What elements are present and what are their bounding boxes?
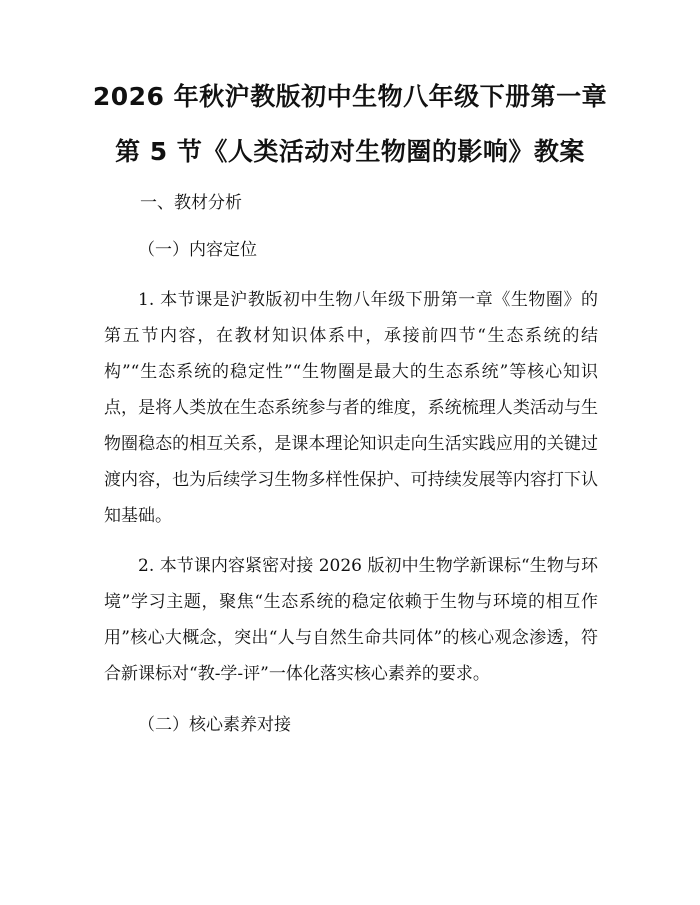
subsection-heading-core-literacy: （二）核心素养对接 xyxy=(138,715,291,735)
subsection-heading-content-positioning: （一）内容定位 xyxy=(138,240,257,260)
paragraph-1: 1. 本节课是沪教版初中生物八年级下册第一章《生物圈》的第五节内容，在教材知识体系中，承接前四节“生态系统的结构”“生态系统的稳定性”“生物圈是最大的生态系统”等核心知识点，是将人类放在生态系统参与者的维度，系统梳理人类活动与生物圈稳态的相互关系，是课本理论知识走向生活实践应用的关键过渡内容，也为后续学习生物多样性保护、可持续发展等内容打下认知基础。 xyxy=(104,290,598,526)
paragraph-2: 2. 本节课内容紧密对接 2026 版初中生物学新课标“生物与环境”学习主题，聚焦“生态系统的稳定依赖于生物与环境的相互作用”核心大概念，突出“人与自然生命共同体”的核心观念渗透，符合新课标对“教-学-评”一体化落实核心素养的要求。 xyxy=(104,556,598,684)
section-heading-teaching-material-analysis: 一、教材分析 xyxy=(140,193,242,213)
document-title xyxy=(0,82,700,167)
title-line-2: 第 5 节《人类活动对生物圈的影响》教案 xyxy=(115,137,585,166)
document-body xyxy=(104,188,598,757)
title-line-1: 2026 年秋沪教版初中生物八年级下册第一章 xyxy=(92,82,608,111)
